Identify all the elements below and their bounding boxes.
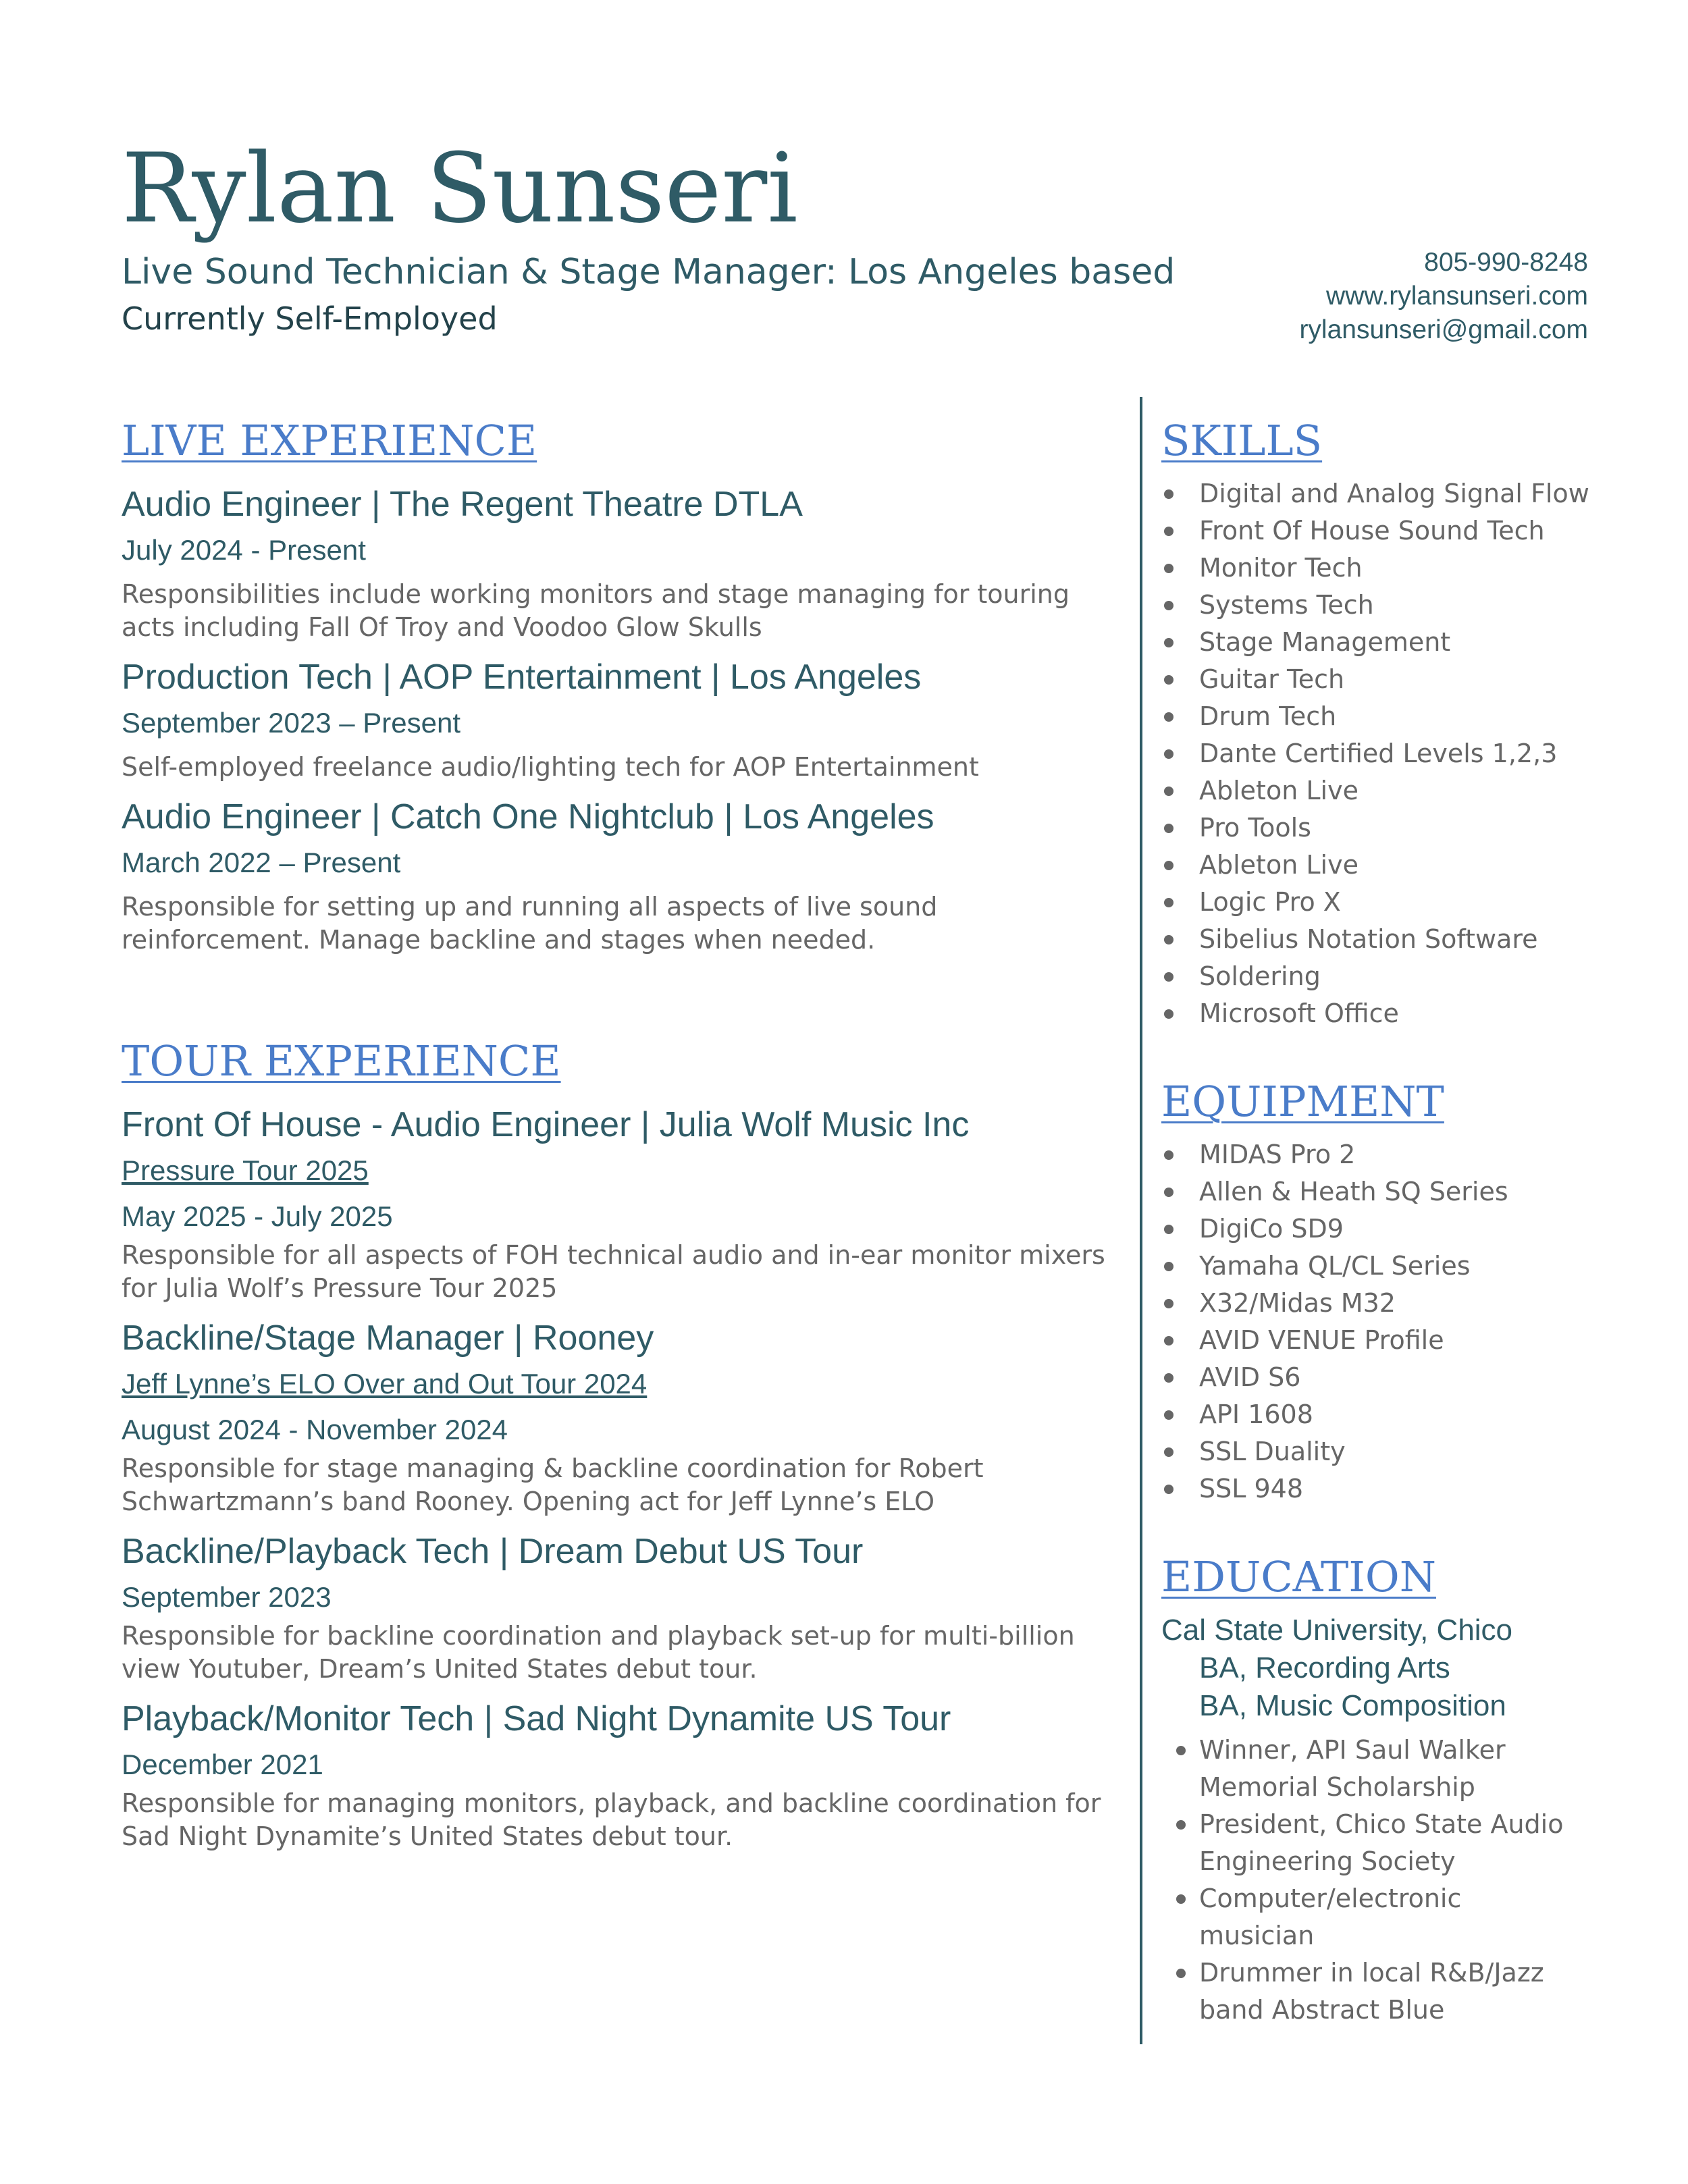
contact-website[interactable]: www.rylansunseri.com — [1326, 282, 1588, 311]
education-item: President, Chico State Audio Engineering Society — [1161, 1806, 1584, 1880]
education-heading: EDUCATION — [1161, 1552, 1436, 1601]
job-title: Audio Engineer | The Regent Theatre DTLA — [122, 485, 803, 524]
equipment-item: AVID S6 — [1161, 1359, 1607, 1396]
job-date: December 2021 — [122, 1749, 323, 1780]
live-job — [122, 479, 1121, 644]
contact-email[interactable]: rylansunseri@gmail.com — [1299, 315, 1588, 344]
job-description: Self-employed freelance audio/lighting tech for AOP Entertainment — [122, 752, 979, 782]
live-job — [122, 792, 1121, 957]
skill-item: Ableton Live — [1161, 847, 1607, 884]
skills-list — [1161, 475, 1607, 1032]
job-title: Playback/Monitor Tech | Sad Night Dynamite US Tour — [122, 1699, 951, 1738]
equipment-item: Allen & Heath SQ Series — [1161, 1173, 1607, 1210]
tour-name-link[interactable]: Jeff Lynne’s ELO Over and Out Tour 2024 — [122, 1368, 648, 1400]
job-title: Backline/Playback Tech | Dream Debut US Tour — [122, 1532, 864, 1571]
skill-item: Logic Pro X — [1161, 884, 1607, 921]
job-date: May 2025 - July 2025 — [122, 1200, 393, 1232]
job-title: Backline/Stage Manager | Rooney — [122, 1319, 654, 1358]
live-experience-heading: LIVE EXPERIENCE — [122, 416, 537, 465]
job-description: Responsible for stage managing & backline coordination for Robert Schwartzmann’s band Rooney. Opening act for Jeff Lynne’s ELO — [122, 1454, 984, 1516]
employment-status: Currently Self-Employed — [122, 300, 498, 337]
skill-item: Monitor Tech — [1161, 550, 1607, 587]
tour-job — [122, 1313, 1121, 1518]
equipment-item: MIDAS Pro 2 — [1161, 1136, 1607, 1173]
job-description: Responsible for setting up and running all aspects of live sound reinforcement. Manage backline and stages when needed. — [122, 892, 938, 955]
education-item: Computer/electronic musician — [1161, 1880, 1584, 1954]
education-item: Drummer in local R&B/Jazz band Abstract Blue — [1161, 1954, 1584, 2029]
job-title: Front Of House - Audio Engineer | Julia Wolf Music Inc — [122, 1105, 970, 1144]
equipment-item: DigiCo SD9 — [1161, 1210, 1607, 1248]
job-date: September 2023 — [122, 1581, 332, 1613]
resume-subtitle: Live Sound Technician & Stage Manager: Los Angeles based — [122, 252, 1176, 292]
skill-item: Soldering — [1161, 958, 1607, 995]
education-school: Cal State University, Chico — [1161, 1614, 1513, 1647]
skill-item: Microsoft Office — [1161, 995, 1607, 1032]
skill-item: Guitar Tech — [1161, 661, 1607, 698]
equipment-item: SSL 948 — [1161, 1470, 1607, 1508]
job-description: Responsibilities include working monitors and stage managing for touring acts including Fall Of Troy and Voodoo Glow Skulls — [122, 579, 1070, 642]
live-job — [122, 652, 1121, 784]
education-item: Winner, API Saul Walker Memorial Scholarship — [1161, 1732, 1584, 1806]
skill-item: Dante Certified Levels 1,2,3 — [1161, 735, 1607, 772]
job-title: Audio Engineer | Catch One Nightclub | Los Angeles — [122, 797, 934, 836]
tour-experience-heading: TOUR EXPERIENCE — [122, 1036, 561, 1086]
skill-item: Digital and Analog Signal Flow — [1161, 475, 1607, 512]
skill-item: Drum Tech — [1161, 698, 1607, 735]
skills-heading: SKILLS — [1161, 416, 1323, 465]
tour-job — [122, 1694, 1121, 1853]
tour-name-link[interactable]: Pressure Tour 2025 — [122, 1154, 369, 1186]
skill-item: Front Of House Sound Tech — [1161, 512, 1607, 550]
skill-item: Ableton Live — [1161, 772, 1607, 809]
equipment-item: X32/Midas M32 — [1161, 1285, 1607, 1322]
job-description: Responsible for all aspects of FOH technical audio and in-ear monitor mixers for Julia Wolf’s Pressure Tour 2025 — [122, 1240, 1105, 1303]
skill-item: Sibelius Notation Software — [1161, 921, 1607, 958]
equipment-item: SSL Duality — [1161, 1433, 1607, 1470]
resume-name: Rylan Sunseri — [122, 133, 798, 244]
column-divider — [1140, 397, 1142, 2044]
equipment-item: API 1608 — [1161, 1396, 1607, 1433]
skill-item: Stage Management — [1161, 624, 1607, 661]
job-date: July 2024 - Present — [122, 534, 366, 566]
skill-item: Systems Tech — [1161, 587, 1607, 624]
contact-block — [1299, 246, 1588, 347]
tour-job — [122, 1526, 1121, 1686]
education-degree: BA, Music Composition — [1199, 1689, 1506, 1722]
left-column — [122, 410, 1121, 1853]
job-date: March 2022 – Present — [122, 847, 401, 878]
tour-job — [122, 1100, 1121, 1305]
equipment-item: AVID VENUE Profile — [1161, 1322, 1607, 1359]
education-list — [1161, 1732, 1607, 2029]
job-description: Responsible for backline coordination and playback set-up for multi-billion view Youtuber, Dream’s United States debut tour. — [122, 1621, 1075, 1684]
skill-item: Pro Tools — [1161, 809, 1607, 847]
equipment-item: Yamaha QL/CL Series — [1161, 1248, 1607, 1285]
job-description: Responsible for managing monitors, playback, and backline coordination for Sad Night Dynamite’s United States debut tour. — [122, 1788, 1101, 1851]
job-date: September 2023 – Present — [122, 707, 460, 739]
equipment-heading: EQUIPMENT — [1161, 1077, 1444, 1126]
right-column — [1161, 410, 1607, 2029]
job-title: Production Tech | AOP Entertainment | Los Angeles — [122, 658, 922, 697]
contact-phone: 805-990-8248 — [1424, 248, 1588, 277]
job-date: August 2024 - November 2024 — [122, 1414, 508, 1445]
education-degree: BA, Recording Arts — [1199, 1651, 1450, 1684]
equipment-list — [1161, 1136, 1607, 1508]
